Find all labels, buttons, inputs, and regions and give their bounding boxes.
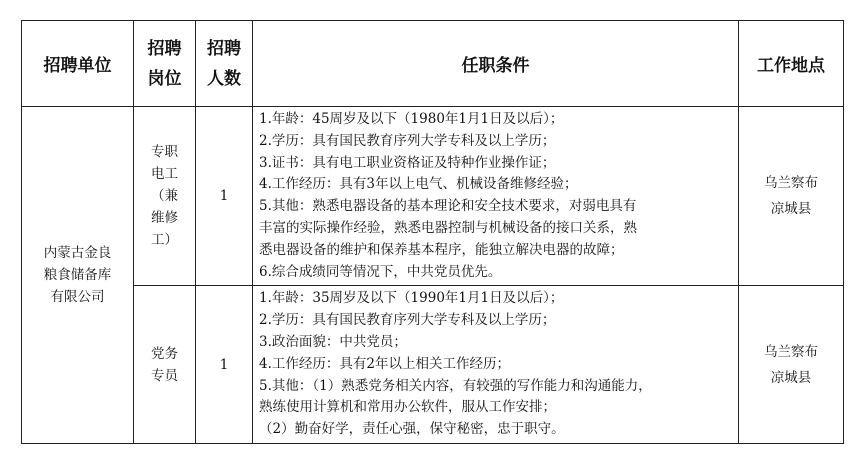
count-cell: 1 — [196, 107, 253, 286]
table-row — [22, 107, 844, 286]
location-line: 乌兰察布 — [764, 343, 818, 360]
header-position — [134, 21, 196, 107]
unit-cell — [22, 107, 134, 444]
header-count-line2: 人数 — [207, 68, 241, 89]
requirement-line: 4.工作经历：具有2年以上相关工作经历； — [259, 355, 510, 372]
requirement-line: 3.政治面貌：中共党员； — [259, 333, 407, 350]
position-line: 专职 — [151, 144, 178, 161]
requirement-line: 熟练使用计算机和常用办公软件，服从工作安排； — [259, 399, 556, 416]
requirement-line: 2.学历：具有国民教育序列大学专科及以上学历； — [259, 132, 556, 149]
position-line: 专员 — [151, 367, 178, 384]
header-row — [22, 21, 844, 107]
requirement-line: 1.年龄：45周岁及以下（1980年1月1日及以后）； — [259, 111, 564, 127]
header-position-line1: 招聘 — [147, 38, 182, 59]
recruitment-table — [21, 20, 844, 444]
requirement-line: 丰富的实际操作经验，熟悉电器控制与机械设备的接口关系，熟 — [259, 219, 637, 236]
count-cell: 1 — [196, 286, 253, 444]
position-cell — [134, 107, 196, 286]
location-line: 乌兰察布 — [764, 175, 818, 192]
position-line: 工） — [151, 232, 178, 249]
requirement-line: 5.其他：熟悉电器设备的基本理论和安全技术要求，对弱电具有 — [259, 198, 637, 215]
requirement-line: 6.综合成绩同等情况下，中共党员优先。 — [259, 263, 502, 280]
requirement-line: 5.其他：（1）熟悉党务相关内容，有较强的写作能力和沟通能力， — [259, 377, 652, 394]
requirement-line: 3.证书：具有电工职业资格证及特种作业操作证； — [259, 154, 556, 171]
position-cell — [134, 286, 196, 444]
requirements-cell — [253, 286, 739, 444]
header-unit: 招聘单位 — [22, 21, 134, 107]
unit-line: 有限公司 — [50, 288, 105, 305]
table-row — [22, 286, 844, 444]
location-line: 凉城县 — [770, 201, 812, 218]
header-count — [196, 21, 253, 107]
location-line: 凉城县 — [770, 369, 812, 386]
location-cell — [739, 107, 844, 286]
header-count-line1: 招聘 — [207, 38, 241, 59]
position-line: 党务 — [151, 345, 178, 362]
header-requirements: 任职条件 — [253, 21, 739, 107]
requirement-line: 悉电器设备的维护和保养基本程序，能独立解决电器的故障； — [259, 241, 624, 258]
unit-line: 粮食储备库 — [43, 266, 112, 283]
requirement-line: （2）勤奋好学，责任心强，保守秘密，忠于职守。 — [259, 421, 565, 438]
position-line: 电工 — [151, 166, 178, 183]
position-line: （兼 — [151, 188, 178, 205]
unit-line: 内蒙古金良 — [43, 244, 112, 261]
header-location: 工作地点 — [739, 21, 844, 107]
header-position-line2: 岗位 — [147, 68, 182, 89]
requirement-line: 2.学历：具有国民教育序列大学专科及以上学历； — [259, 312, 556, 329]
requirement-line: 1.年龄：35周岁及以下（1990年1月1日及以后）； — [259, 290, 564, 307]
location-cell — [739, 286, 844, 444]
requirement-line: 4.工作经历：具有3年以上电气、机械设备维修经验； — [259, 176, 578, 193]
requirements-cell — [253, 107, 739, 286]
position-line: 维修 — [151, 210, 178, 227]
